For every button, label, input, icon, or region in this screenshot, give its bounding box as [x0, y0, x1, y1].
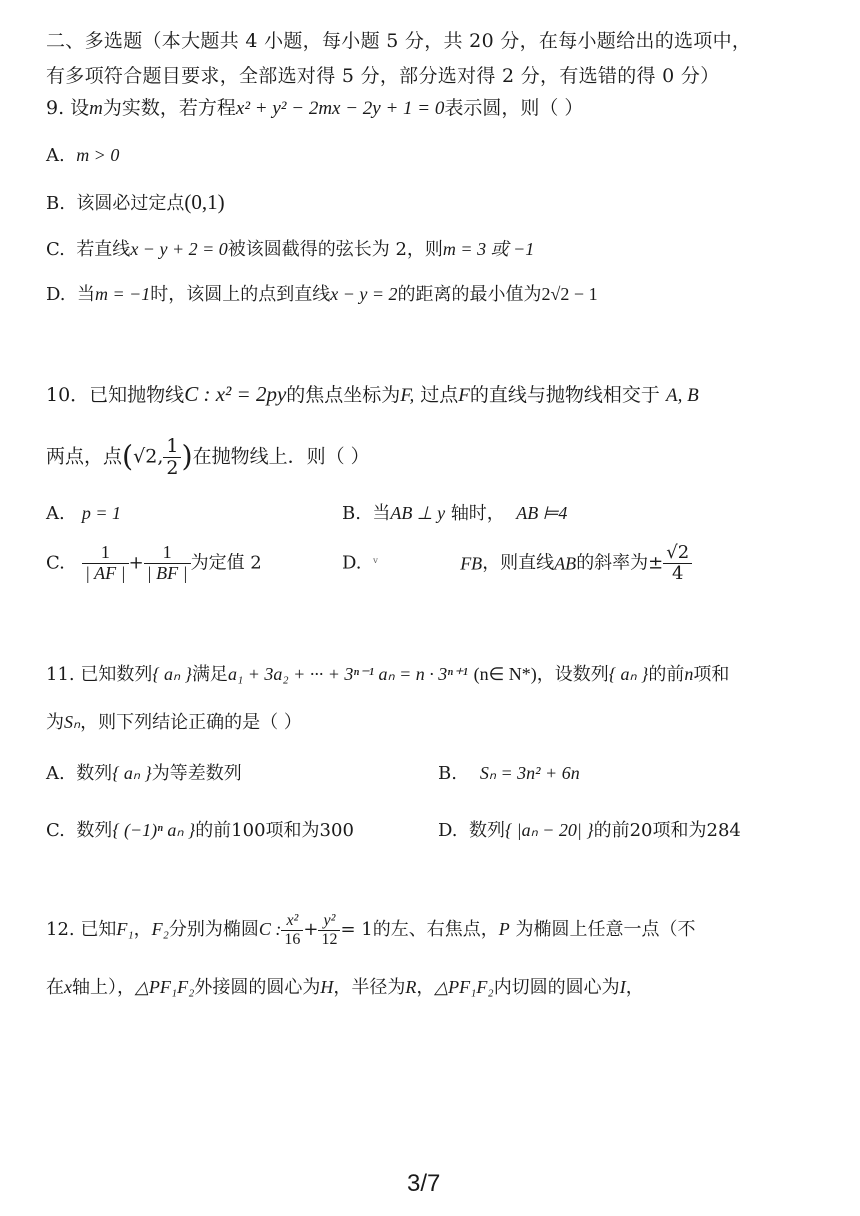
q9-option-d-pre: 当 [76, 284, 95, 305]
q12-line2-e: 内切圆的圆心为 [493, 977, 620, 998]
q10-stem-line2 [46, 436, 370, 479]
q11-option-a-seq: { aₙ } [112, 763, 152, 783]
q11-option-d-seq: { |aₙ − 20| } [504, 820, 594, 840]
q11-stem-line1 [46, 665, 729, 684]
q11-option-d-text: 数列 [468, 820, 505, 841]
q12-line2-f: ， [625, 977, 644, 998]
q9-option-a [46, 146, 119, 165]
q12-number: 12. 已知 [46, 919, 117, 941]
q11-text4: 项和 [693, 664, 730, 685]
option-label: B. [342, 503, 361, 524]
q12-line2-a: 轴上）， [72, 977, 135, 998]
q11-equation: a₁ + 3a₂ + ··· + 3ⁿ⁻¹ aₙ = n · 3ⁿ⁺¹ [227, 664, 468, 684]
q10-option-a [46, 504, 121, 523]
q10-text: 的焦点坐标为 [286, 384, 401, 406]
fraction-numerator: 1 [82, 543, 129, 564]
option-label: B. [46, 193, 65, 214]
q11-n: n [684, 664, 694, 684]
q11-option-c-seq: { (−1)ⁿ aₙ } [112, 820, 196, 840]
q11-line2-post: ，则下列结论正确的是（ ） [80, 712, 302, 733]
q10-AB: A, B [665, 385, 699, 406]
q12-I: I [619, 977, 626, 997]
q10-option-d-vector: FB [460, 553, 483, 574]
q9-stem [46, 99, 583, 118]
section-heading-line2: 有多项符合题目要求，全部选对得 5 分，部分选对得 2 分，有选错的得 0 分） [46, 65, 720, 87]
q9-text: 为实数，若方程 [102, 97, 236, 119]
q11-option-a-text: 数列 [76, 763, 113, 784]
option-label: B. [438, 763, 457, 784]
q12-text2: 的左、右焦点， [372, 919, 499, 941]
q10-option-b-expr2: AB ⊨4 [516, 503, 568, 523]
q10-option-c-frac2 [144, 543, 191, 584]
q11-option-a [46, 764, 242, 783]
q12-sep: ， [133, 919, 152, 941]
q11-Sn: Sₙ [64, 712, 81, 732]
q11-seq2: { aₙ } [608, 664, 649, 684]
q11-text2: ，设数列 [536, 664, 609, 685]
fraction-numerator: √2 [663, 543, 692, 564]
q10-option-b [342, 504, 567, 523]
q10-option-a-expr: p = 1 [81, 503, 122, 523]
fraction-denominator: 16 [284, 930, 301, 948]
q11-option-b-expr: Sₙ = 3n² + 6n [479, 763, 580, 783]
q12-F2: F₂ [151, 919, 169, 940]
q10-option-d-fraction [663, 543, 692, 584]
q11-text3: 的前 [648, 664, 685, 685]
q11-text: 满足 [191, 664, 228, 685]
q9-option-b-text: 该圆必过定点 [76, 193, 185, 214]
q9-option-d-mid: 时，该圆上的点到直线 [150, 284, 331, 305]
q12-stem-line2 [46, 978, 644, 997]
option-label: A. [46, 145, 65, 166]
q12-fraction-x [281, 912, 303, 948]
q12-line2-c: ，半径为 [333, 977, 406, 998]
q12-line2-d: ， [416, 977, 435, 998]
q11-option-c-text: 数列 [76, 820, 113, 841]
q9-option-d [46, 285, 598, 304]
q12-stem-line1 [46, 912, 695, 948]
q10-point-x: √2, [133, 445, 164, 468]
q12-line2-pre: 在 [46, 977, 64, 998]
q9-option-d-expr2: x − y = 2 [330, 284, 398, 304]
section-heading-line1: 二、多选题（本大题共 4 小题，每小题 5 分，共 20 分，在每小题给出的选项中， [46, 30, 752, 52]
q10-option-b-mid: 轴时， [450, 503, 505, 524]
option-label: C. [46, 552, 65, 574]
q10-option-d-post: ，则直线 [482, 552, 555, 574]
q10-option-c-frac1 [82, 543, 129, 584]
q11-option-c [46, 821, 354, 840]
q10-point-fraction [163, 436, 181, 479]
q10-F2: F [458, 385, 470, 406]
q12-plus: + [303, 919, 319, 941]
q10-option-c [46, 543, 262, 584]
q10-line2-post: 在抛物线上．则（ ） [192, 445, 370, 468]
q12-R: R [405, 977, 417, 997]
q9-option-b-expr: (0,1) [184, 190, 225, 214]
q10-text3: 的直线与抛物线相交于 [469, 384, 660, 406]
fraction-denominator: 4 [672, 562, 684, 584]
q11-line2-pre: 为 [46, 712, 64, 733]
q9-option-d-expr3: 2√2 − 1 [541, 284, 598, 304]
fraction-denominator: 2 [166, 456, 179, 479]
option-label: A. [46, 503, 65, 524]
q9-option-d-post: 的距离的最小值为 [397, 284, 542, 305]
q10-option-b-expr: AB ⊥ y [390, 503, 446, 523]
q10-option-d-AB: AB [554, 553, 577, 574]
q9-option-b [46, 192, 225, 213]
q10-option-c-post: 为定值 2 [190, 552, 262, 574]
option-label: C. [46, 239, 65, 260]
option-label: C. [46, 820, 65, 841]
q12-line2-b: 外接圆的圆心为 [194, 977, 321, 998]
q12-C: C : [258, 919, 282, 940]
q10-option-b-pre: 当 [372, 503, 391, 524]
q12-fraction-y [318, 912, 340, 948]
q11-number: 11. 已知数列 [46, 664, 153, 685]
option-label: D. [342, 552, 362, 574]
q11-option-d-post: 的前20项和为284 [593, 820, 741, 841]
q11-seq: { aₙ } [152, 664, 192, 684]
q9-text-end: 表示圆，则（ ） [444, 97, 584, 119]
q10-option-d [342, 543, 692, 584]
q9-option-a-expr: m > 0 [76, 145, 120, 165]
q10-equation: C : x² = 2py [184, 382, 287, 406]
q11-condition: (n∈ N*) [473, 664, 537, 684]
paren-open: ( [122, 440, 134, 474]
q9-option-c-mid: 被该圆截得的弦长为 2，则 [227, 239, 443, 260]
fraction-numerator: 1 [144, 543, 191, 564]
q11-option-a-post: 为等差数列 [151, 763, 242, 784]
q12-eq1: = 1 [340, 919, 373, 941]
paren-close: ) [181, 440, 193, 474]
fraction-numerator: 1 [163, 436, 181, 458]
q10-option-d-glyph: ᵛ [372, 555, 379, 572]
fraction-denominator: | AF | [85, 562, 126, 583]
q9-number: 9. 设 [46, 97, 90, 119]
q12-x: x [64, 977, 72, 997]
q10-number: 10．已知抛物线 [46, 384, 185, 406]
fraction-numerator: y² [318, 912, 340, 931]
q12-text: 分别为椭圆 [168, 919, 259, 941]
page-number: 3/7 [407, 1170, 441, 1197]
q12-H: H [320, 977, 334, 997]
q9-option-c-pre: 若直线 [76, 239, 131, 260]
q12-P: P [498, 919, 510, 940]
q10-option-d-post2: 的斜率为± [576, 552, 664, 574]
q9-option-c [46, 240, 534, 259]
option-label: A. [46, 763, 65, 784]
q10-F: F, [400, 385, 415, 406]
option-label: D. [46, 284, 66, 305]
q12-F1: F₁ [116, 919, 134, 940]
fraction-denominator: 12 [321, 930, 338, 948]
q9-equation: x² + y² − 2mx − 2y + 1 = 0 [235, 98, 445, 119]
q10-text2: 过点 [420, 384, 459, 406]
q11-option-b [438, 764, 580, 783]
fraction-numerator: x² [281, 912, 303, 931]
q10-line2-pre: 两点，点 [46, 445, 123, 468]
fraction-denominator: | BF | [146, 562, 188, 583]
option-label: D. [438, 820, 458, 841]
q10-option-c-plus: + [128, 552, 144, 574]
q12-text3: 为椭圆上任意一点（不 [515, 919, 696, 941]
q11-stem-line2 [46, 713, 302, 732]
q9-option-c-expr2: m = 3 或 −1 [442, 239, 535, 259]
q9-option-c-expr1: x − y + 2 = 0 [130, 239, 228, 259]
q9-var-m: m [89, 98, 103, 119]
q12-triangle2: △PF₁F₂ [434, 977, 494, 997]
q10-stem-line1 [46, 384, 699, 405]
q9-option-d-expr1: m = −1 [94, 284, 151, 304]
q11-option-c-post: 的前100项和为300 [195, 820, 354, 841]
q11-option-d [438, 821, 741, 840]
q12-triangle1: △PF₁F₂ [135, 977, 195, 997]
